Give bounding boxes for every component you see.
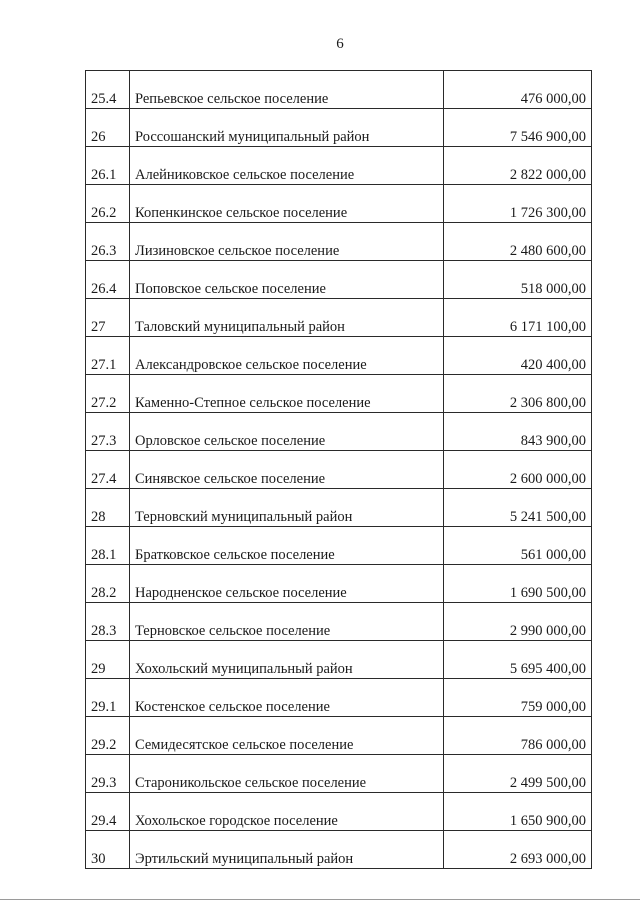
amount-cell: 2 306 800,00 bbox=[444, 375, 592, 413]
row-number-cell: 29 bbox=[86, 641, 130, 679]
amount-cell: 1 650 900,00 bbox=[444, 793, 592, 831]
amount-cell: 420 400,00 bbox=[444, 337, 592, 375]
table-row bbox=[86, 337, 592, 375]
row-number-cell: 25.4 bbox=[86, 71, 130, 109]
amount-cell: 476 000,00 bbox=[444, 71, 592, 109]
row-number-cell: 28.3 bbox=[86, 603, 130, 641]
table-row bbox=[86, 603, 592, 641]
footer-rule bbox=[0, 899, 640, 900]
amount-cell: 2 990 000,00 bbox=[444, 603, 592, 641]
municipality-name-cell: Хохольское городское поселение bbox=[130, 793, 444, 831]
row-number-cell: 26 bbox=[86, 109, 130, 147]
row-number-cell: 27 bbox=[86, 299, 130, 337]
municipality-name-cell: Таловский муниципальный район bbox=[130, 299, 444, 337]
table-row bbox=[86, 71, 592, 109]
row-number-cell: 29.1 bbox=[86, 679, 130, 717]
table-row bbox=[86, 223, 592, 261]
table-row bbox=[86, 299, 592, 337]
table-row bbox=[86, 185, 592, 223]
municipality-name-cell: Синявское сельское поселение bbox=[130, 451, 444, 489]
row-number-cell: 28.2 bbox=[86, 565, 130, 603]
table-row bbox=[86, 717, 592, 755]
table-row bbox=[86, 489, 592, 527]
amount-cell: 1 690 500,00 bbox=[444, 565, 592, 603]
municipality-name-cell: Семидесятское сельское поселение bbox=[130, 717, 444, 755]
municipality-name-cell: Каменно-Степное сельское поселение bbox=[130, 375, 444, 413]
municipality-name-cell: Репьевское сельское поселение bbox=[130, 71, 444, 109]
row-number-cell: 26.1 bbox=[86, 147, 130, 185]
table-row bbox=[86, 755, 592, 793]
amount-cell: 5 695 400,00 bbox=[444, 641, 592, 679]
row-number-cell: 27.4 bbox=[86, 451, 130, 489]
row-number-cell: 30 bbox=[86, 831, 130, 869]
municipality-name-cell: Копенкинское сельское поселение bbox=[130, 185, 444, 223]
amount-cell: 5 241 500,00 bbox=[444, 489, 592, 527]
municipality-name-cell: Александровское сельское поселение bbox=[130, 337, 444, 375]
table-row bbox=[86, 793, 592, 831]
table-row bbox=[86, 261, 592, 299]
table-row bbox=[86, 565, 592, 603]
budget-allocation-table bbox=[85, 70, 592, 869]
municipality-name-cell: Алейниковское сельское поселение bbox=[130, 147, 444, 185]
municipality-name-cell: Лизиновское сельское поселение bbox=[130, 223, 444, 261]
municipality-name-cell: Терновский муниципальный район bbox=[130, 489, 444, 527]
table-row bbox=[86, 641, 592, 679]
amount-cell: 843 900,00 bbox=[444, 413, 592, 451]
page-number: 6 bbox=[336, 36, 344, 52]
amount-cell: 561 000,00 bbox=[444, 527, 592, 565]
table-row bbox=[86, 679, 592, 717]
table-row bbox=[86, 451, 592, 489]
row-number-cell: 27.2 bbox=[86, 375, 130, 413]
municipality-name-cell: Братковское сельское поселение bbox=[130, 527, 444, 565]
row-number-cell: 26.2 bbox=[86, 185, 130, 223]
amount-cell: 6 171 100,00 bbox=[444, 299, 592, 337]
table-row bbox=[86, 527, 592, 565]
amount-cell: 759 000,00 bbox=[444, 679, 592, 717]
amount-cell: 2 822 000,00 bbox=[444, 147, 592, 185]
municipality-name-cell: Терновское сельское поселение bbox=[130, 603, 444, 641]
row-number-cell: 26.4 bbox=[86, 261, 130, 299]
row-number-cell: 29.3 bbox=[86, 755, 130, 793]
table-row bbox=[86, 147, 592, 185]
municipality-name-cell: Староникольское сельское поселение bbox=[130, 755, 444, 793]
municipality-name-cell: Поповское сельское поселение bbox=[130, 261, 444, 299]
row-number-cell: 29.4 bbox=[86, 793, 130, 831]
amount-cell: 2 600 000,00 bbox=[444, 451, 592, 489]
amount-cell: 7 546 900,00 bbox=[444, 109, 592, 147]
amount-cell: 2 480 600,00 bbox=[444, 223, 592, 261]
table-body bbox=[86, 71, 592, 869]
table-row bbox=[86, 375, 592, 413]
amount-cell: 786 000,00 bbox=[444, 717, 592, 755]
municipality-name-cell: Эртильский муниципальный район bbox=[130, 831, 444, 869]
municipality-name-cell: Орловское сельское поселение bbox=[130, 413, 444, 451]
table-row bbox=[86, 831, 592, 869]
amount-cell: 518 000,00 bbox=[444, 261, 592, 299]
table-row bbox=[86, 413, 592, 451]
municipality-name-cell: Костенское сельское поселение bbox=[130, 679, 444, 717]
row-number-cell: 29.2 bbox=[86, 717, 130, 755]
row-number-cell: 28 bbox=[86, 489, 130, 527]
municipality-name-cell: Россошанский муниципальный район bbox=[130, 109, 444, 147]
amount-cell: 2 693 000,00 bbox=[444, 831, 592, 869]
table-row bbox=[86, 109, 592, 147]
row-number-cell: 28.1 bbox=[86, 527, 130, 565]
row-number-cell: 27.1 bbox=[86, 337, 130, 375]
municipality-name-cell: Хохольский муниципальный район bbox=[130, 641, 444, 679]
amount-cell: 2 499 500,00 bbox=[444, 755, 592, 793]
amount-cell: 1 726 300,00 bbox=[444, 185, 592, 223]
municipality-name-cell: Народненское сельское поселение bbox=[130, 565, 444, 603]
row-number-cell: 26.3 bbox=[86, 223, 130, 261]
row-number-cell: 27.3 bbox=[86, 413, 130, 451]
